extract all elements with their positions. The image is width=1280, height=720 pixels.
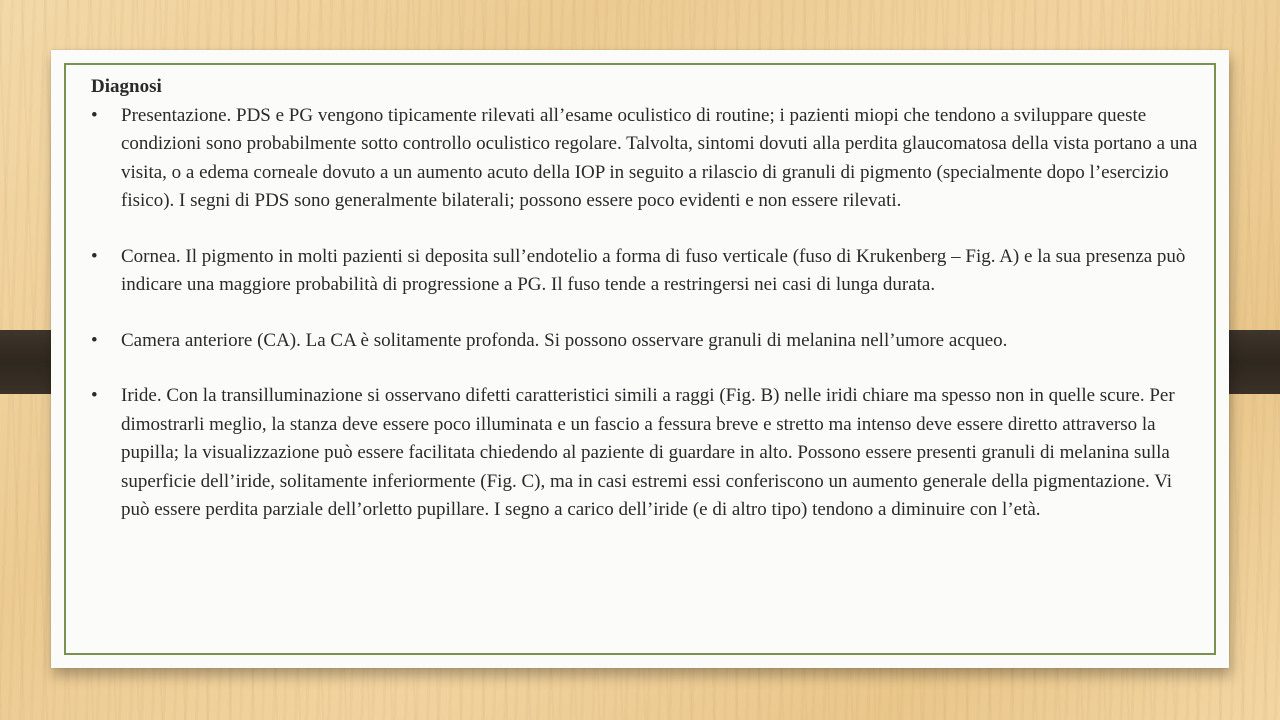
- bullet-item-presentazione: [91, 102, 1201, 216]
- bullet-item-camera-anteriore: [91, 327, 1201, 356]
- slide-content: [91, 73, 1201, 525]
- bullet-item-cornea: [91, 243, 1201, 300]
- bullet-icon: •: [91, 329, 98, 351]
- bullet-text: Cornea. Il pigmento in molti pazienti si deposita sull’endotelio a forma di fuso verticale (fuso di Krukenberg – Fig. A) e la sua presenza può indicare una maggiore probabilità di progressione a PG. Il fuso tende a restringersi nei casi di lunga durata.: [121, 245, 1186, 295]
- bullet-icon: •: [91, 385, 98, 406]
- bullet-icon: •: [91, 104, 98, 126]
- bullet-text: Presentazione. PDS e PG vengono tipicamente rilevati all’esame oculistico di routine; i pazienti miopi che tendono a sviluppare queste condizioni sono probabilmente sotto controllo oculistico regolare. Talvolta, sintomi dovuti alla perdita glaucomatosa della vista portano a una visita, o a edema corneale dovuto a un aumento acuto della IOP in seguito a rilascio di granuli di pigmento (specialmente dopo l’esercizio fisico). I segni di PDS sono generalmente bilaterali; possono essere poco evidenti e non essere rilevati.: [121, 104, 1198, 211]
- bullet-text: Iride. Con la transilluminazione si osservano difetti caratteristici simili a raggi (Fig. B) nelle iridi chiare ma spesso non in quelle scure. Per dimostrarli meglio, la stanza deve essere poco illuminata e un fascio a fessura breve e stretto ma intenso deve essere diretto attraverso la pupilla; la visualizzazione può essere facilitata chiedendo al paziente di guardare in alto. Possono essere presenti granuli di melanina sulla superficie dell’iride, solitamente inferiormente (Fig. C), ma in casi estremi essi conferiscono un aumento generale della pigmentazione. Vi può essere perdita parziale dell’orletto pupillare. I segno a carico dell’iride (e di altro tipo) tendono a diminuire con l’età.: [121, 385, 1175, 520]
- slide-paper: [51, 50, 1229, 668]
- slide-heading: Diagnosi: [91, 76, 162, 97]
- bullet-item-iride: [91, 382, 1201, 525]
- bullet-list: [91, 102, 1201, 525]
- bullet-icon: •: [91, 245, 98, 267]
- bullet-text: Camera anteriore (CA). La CA è solitamente profonda. Si possono osservare granuli di melanina nell’umore acqueo.: [121, 329, 1008, 351]
